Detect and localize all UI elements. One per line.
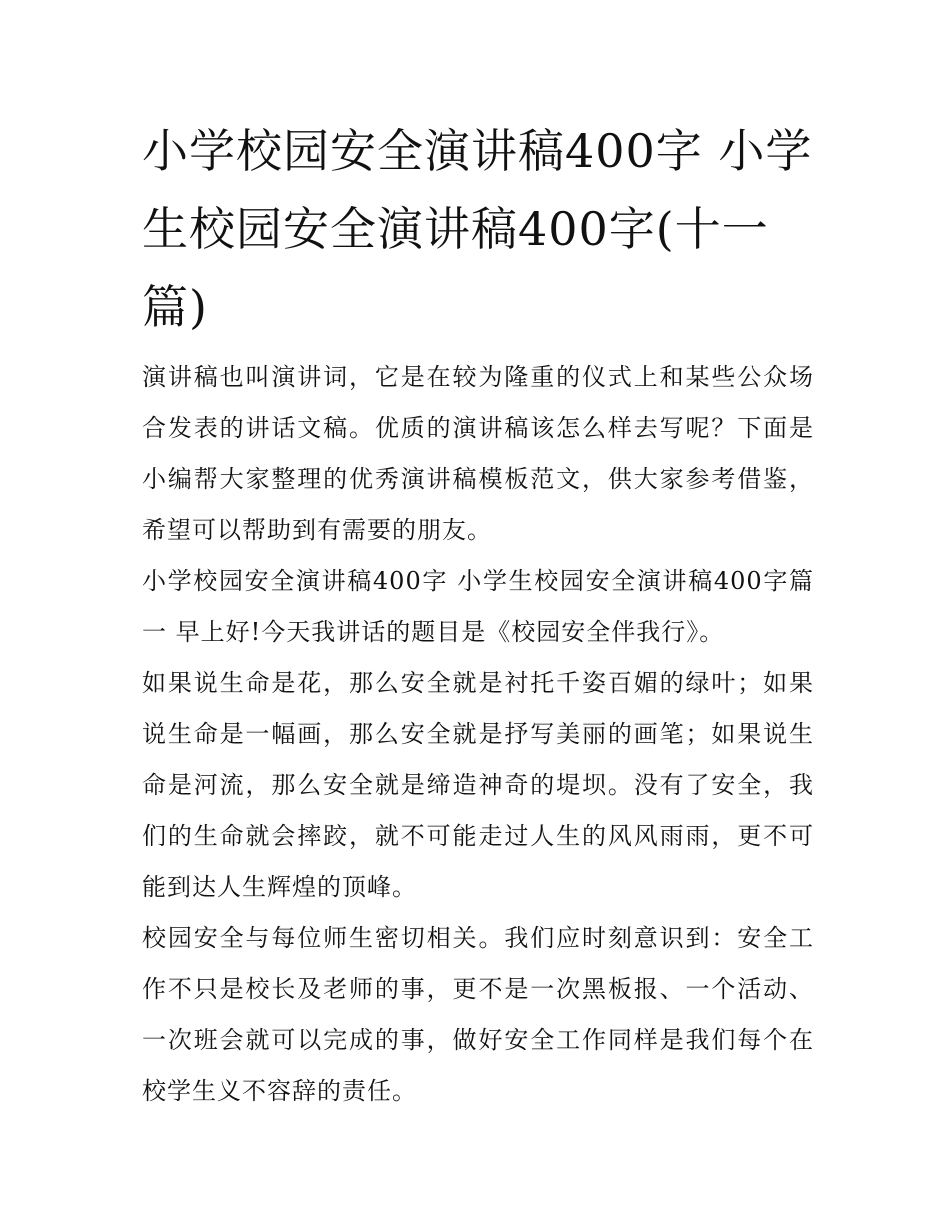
document-title: 小学校园安全演讲稿400字 小学生校园安全演讲稿400字(十一篇) — [142, 124, 813, 334]
paragraph-campus-safety: 校园安全与每位师生密切相关。我们应时刻意识到：安全工作不只是校长及老师的事，更不是一次黑板报、一个活动、一次班会就可以完成的事，做好安全工作同样是我们每个在校学生义不容辞的责任。 — [142, 924, 814, 1105]
paragraph-intro: 演讲稿也叫演讲词，它是在较为隆重的仪式上和某些公众场合发表的讲话文稿。优质的演讲稿该怎么样去写呢？下面是小编帮大家整理的优秀演讲稿模板范文，供大家参考借鉴，希望可以帮助到有需要的朋友。 — [142, 363, 814, 544]
paragraph-speech-opening: 小学校园安全演讲稿400字 小学生校园安全演讲稿400字篇一 早上好!今天我讲话的题目是《校园安全伴我行》。 — [142, 567, 814, 646]
paragraph-life-metaphor: 如果说生命是花，那么安全就是衬托千姿百媚的绿叶；如果说生命是一幅画，那么安全就是抒写美丽的画笔；如果说生命是河流，那么安全就是缔造神奇的堤坝。没有了安全，我们的生命就会摔跤，就不可能走过人生的风风雨雨，更不可能到达人生辉煌的顶峰。 — [142, 669, 814, 901]
document-body — [142, 352, 814, 1117]
